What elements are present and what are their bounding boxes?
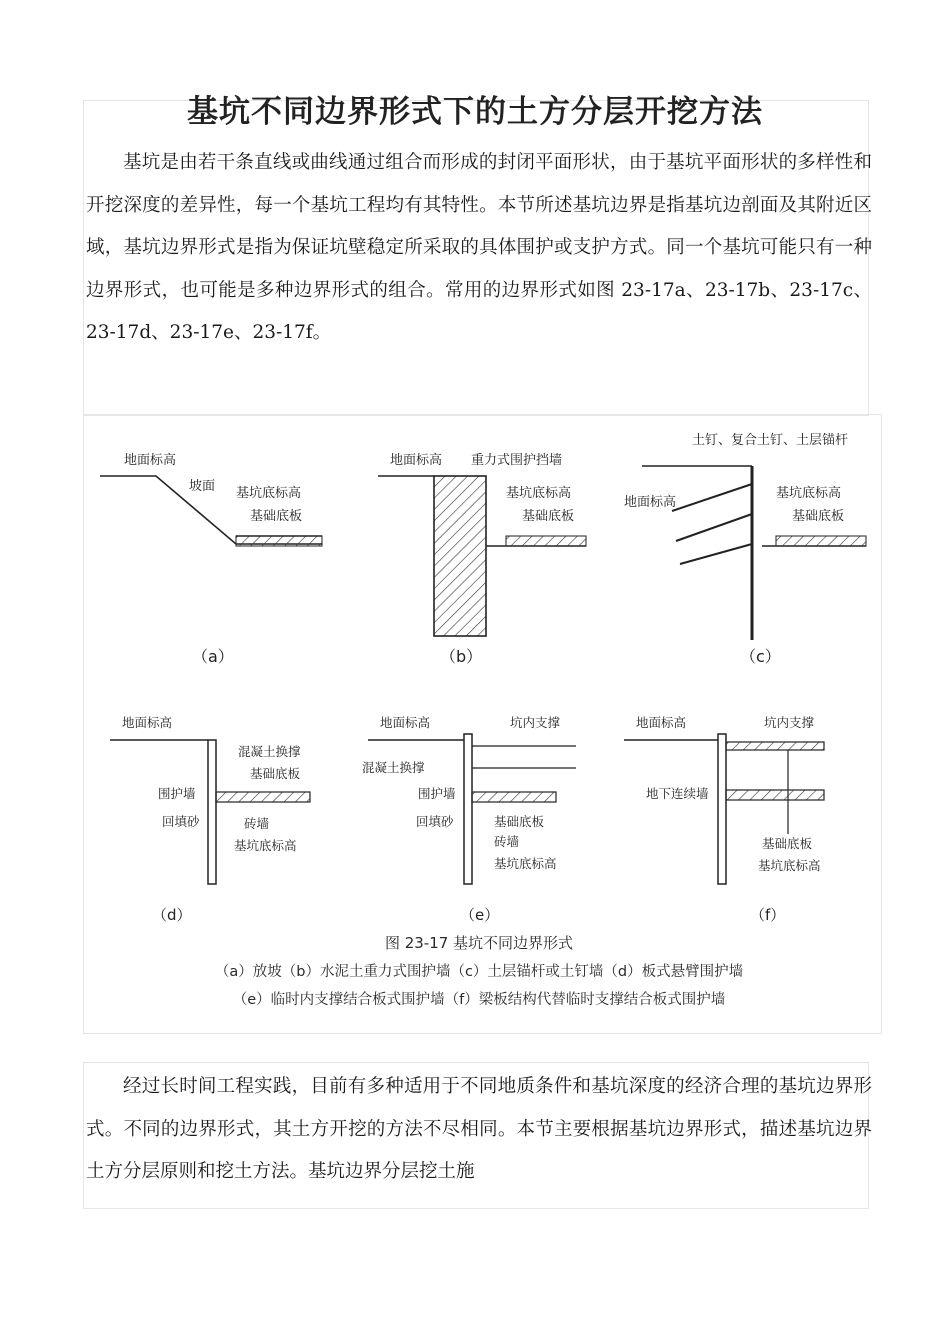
panel-d-concrete-strut: 混凝土换撑 xyxy=(238,744,301,759)
page-title: 基坑不同边界形式下的土方分层开挖方法 xyxy=(187,94,763,130)
panel-f-inner-support: 坑内支撑 xyxy=(764,715,815,730)
panel-e-backfill-sand: 回填砂 xyxy=(416,814,454,829)
panel-c-ground-level: 地面标高 xyxy=(624,495,677,510)
panel-f-foundation-slab: 基础底板 xyxy=(762,836,813,851)
panel-c-foundation-slab: 基础底板 xyxy=(792,509,845,524)
figure-caption-line1: （a）放坡（b）水泥土重力式围护墙（c）土层锚杆或土钉墙（d）板式悬臂围护墙 xyxy=(214,964,744,980)
panel-e-ground-level: 地面标高 xyxy=(380,715,431,730)
panel-e-brick-wall: 砖墙 xyxy=(494,834,520,849)
figure-caption-title: 图 23-17 基坑不同边界形式 xyxy=(384,934,574,952)
panel-b-foundation-slab: 基础底板 xyxy=(522,509,575,524)
panel-f-diaphragm-wall: 地下连续墙 xyxy=(646,786,709,801)
panel-e-retaining-wall: 围护墙 xyxy=(418,786,456,801)
panel-f-ground-level: 地面标高 xyxy=(636,715,687,730)
figure-caption-line2: （e）临时内支撑结合板式围护墙（f）梁板结构代替临时支撑结合板式围护墙 xyxy=(232,992,726,1008)
panel-f-pit-bottom-level: 基坑底标高 xyxy=(758,858,821,873)
panel-e-label: （e） xyxy=(460,906,500,924)
panel-a-ground-level: 地面标高 xyxy=(124,453,177,468)
figure-row-top xyxy=(86,416,880,684)
panel-d-cantilever-wall xyxy=(110,740,310,884)
panel-a-foundation-slab: 基础底板 xyxy=(250,509,303,524)
panel-a-label: （a） xyxy=(192,647,234,666)
intro-paragraph-text: 基坑是由若干条直线或曲线通过组合而形成的封闭平面形状，由于基坑平面形状的多样性和开挖深度的差异性，每一个基坑工程均有其特性。本节所述基坑边界是指基坑边剖面及其附近区域，基坑边界形式是指为保证坑壁稳定所采取的具体围护或支护方式。同一个基坑可能只有一种边界形式，也可能是多种边界形式的组合。常用的边界形式如图 23-17a、23-17b、23-17c、23-17d、23-17e、23-17f。 xyxy=(86,152,872,343)
panel-e-inner-support: 坑内支撑 xyxy=(510,715,561,730)
panel-a-pit-bottom-level: 基坑底标高 xyxy=(236,486,302,501)
figure-row-bottom xyxy=(86,694,854,930)
intro-paragraph xyxy=(86,142,872,355)
panel-d-ground-level: 地面标高 xyxy=(122,715,173,730)
panel-d-retaining-wall: 围护墙 xyxy=(158,786,196,801)
body-paragraph-text: 经过长时间工程实践，目前有多种适用于不同地质条件和基坑深度的经济合理的基坑边界形式。不同的边界形式，其土方开挖的方法不尽相同。本节主要根据基坑边界形式，描述基坑边界土方分层原则和挖土方法。基坑边界分层挖土施 xyxy=(86,1076,872,1182)
panel-e-pit-bottom-level: 基坑底标高 xyxy=(494,856,557,871)
panel-c-pit-bottom-level: 基坑底标高 xyxy=(776,486,842,501)
panel-a-slope-label: 坡面 xyxy=(189,479,216,494)
panel-d-label: （d） xyxy=(152,906,192,924)
panel-b-pit-bottom-level: 基坑底标高 xyxy=(506,486,572,501)
panel-e-foundation-slab: 基础底板 xyxy=(494,814,545,829)
panel-b-gravity-wall-label: 重力式围护挡墙 xyxy=(471,453,563,468)
body-paragraph xyxy=(86,1066,872,1200)
panel-b-label: （b） xyxy=(440,647,483,666)
panel-c-anchors-label: 土钉、复合土钉、土层锚杆 xyxy=(692,433,849,448)
panel-d-brick-wall: 砖墙 xyxy=(244,816,270,831)
panel-f-label: （f） xyxy=(750,906,786,924)
panel-c-label: （c） xyxy=(740,647,781,666)
panel-d-foundation-slab: 基础底板 xyxy=(250,766,301,781)
panel-d-backfill-sand: 回填砂 xyxy=(162,814,200,829)
panel-b-ground-level: 地面标高 xyxy=(390,453,443,468)
panel-d-pit-bottom-level: 基坑底标高 xyxy=(234,838,297,853)
panel-e-concrete-strut: 混凝土换撑 xyxy=(362,760,425,775)
